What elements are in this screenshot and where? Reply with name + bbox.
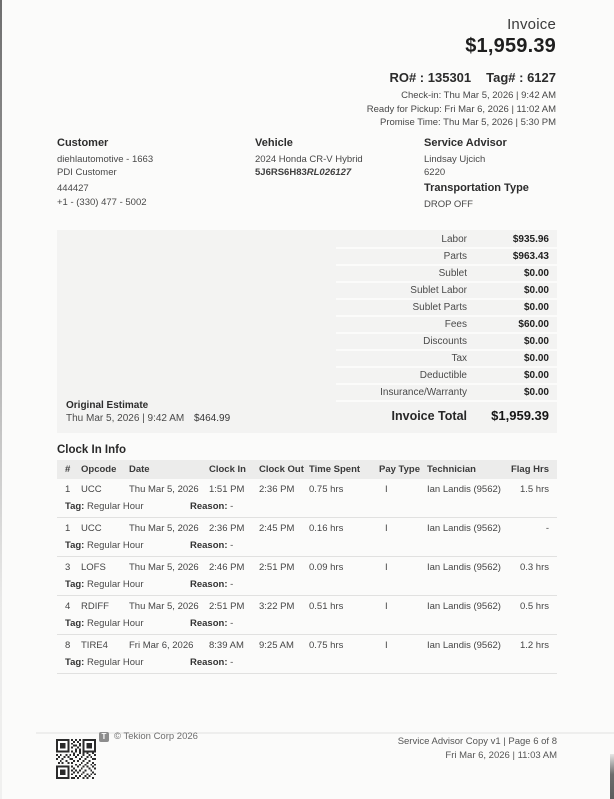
summary-row-label: Fees	[444, 319, 467, 330]
cell-num: 1	[65, 483, 71, 495]
summary-row-value: $0.00	[523, 302, 549, 313]
summary-row-value: $60.00	[518, 319, 549, 330]
summary-row	[336, 317, 557, 334]
reason-value: -	[230, 501, 234, 512]
cell-time-spent: 0.75 hrs	[309, 639, 344, 651]
cell-num: 1	[65, 522, 71, 534]
tekion-logo-icon: T	[99, 732, 109, 742]
invoice-total-row	[336, 404, 557, 427]
summary-row-value: $0.00	[523, 387, 549, 398]
cell-time-spent: 0.09 hrs	[309, 561, 344, 573]
document-type-label: Invoice	[507, 16, 556, 33]
cell-technician: Ian Landis (9562)	[427, 561, 501, 573]
reason-label: Reason:	[190, 501, 228, 512]
clock-record-main	[57, 479, 557, 499]
summary-row	[336, 368, 557, 385]
copyright-text: © Tekion Corp 2026	[114, 731, 198, 742]
summary-row	[336, 334, 557, 351]
reason-value: -	[230, 540, 234, 551]
cell-technician: Ian Landis (9562)	[427, 639, 501, 651]
summary-table-rows	[336, 232, 557, 402]
totals-summary-block	[57, 230, 557, 433]
tag-number: Tag# : 6127	[486, 70, 556, 85]
cell-pay-type: I	[385, 522, 388, 534]
cell-time-spent: 0.75 hrs	[309, 483, 344, 495]
copy-version-page: Service Advisor Copy v1 | Page 6 of 8	[397, 736, 557, 747]
scan-edge-artifact-right	[610, 754, 614, 799]
tag-value: Regular Hour	[87, 579, 144, 590]
clock-record-main	[57, 557, 557, 577]
summary-row-label: Sublet Labor	[410, 285, 467, 296]
summary-row-value: $0.00	[523, 268, 549, 279]
invoice-total-value: $1,959.39	[491, 408, 549, 423]
col-date: Date	[129, 464, 150, 475]
summary-row-label: Insurance/Warranty	[380, 387, 467, 398]
customer-type: PDI Customer	[57, 167, 117, 178]
ro-number: RO# : 135301	[389, 70, 472, 85]
summary-table	[336, 230, 557, 427]
ro-tag-line	[367, 70, 556, 85]
reason-label: Reason:	[190, 657, 228, 668]
vehicle-model: 2024 Honda CR-V Hybrid	[255, 154, 363, 165]
cell-flag-hrs: -	[545, 522, 549, 534]
vehicle-section	[255, 137, 415, 179]
customer-label: Customer	[57, 137, 109, 149]
cell-time-spent: 0.16 hrs	[309, 522, 344, 534]
clock-in-info-title: Clock In Info	[57, 444, 126, 456]
cell-technician: Ian Landis (9562)	[427, 600, 501, 612]
customer-section	[57, 137, 242, 209]
tag-label: Tag:	[65, 657, 85, 668]
clock-record	[57, 479, 557, 518]
cell-clock-in: 8:39 AM	[209, 639, 244, 651]
summary-row	[336, 300, 557, 317]
transportation-label: Transportation Type	[424, 182, 529, 194]
cell-pay-type: I	[385, 639, 388, 651]
cell-clock-out: 9:25 AM	[259, 639, 294, 651]
summary-row	[336, 249, 557, 266]
clock-table-header	[57, 460, 557, 479]
cell-opcode: RDIFF	[81, 600, 109, 612]
invoice-amount: $1,959.39	[465, 35, 556, 57]
col-technician: Technician	[427, 464, 476, 475]
cell-technician: Ian Landis (9562)	[427, 483, 501, 495]
scan-edge-artifact-left	[0, 0, 2, 799]
tag-label: Tag:	[65, 618, 85, 629]
print-datetime: Fri Mar 6, 2026 | 11:03 AM	[445, 749, 557, 761]
invoice-total-label: Invoice Total	[391, 408, 467, 423]
clock-record-tagline	[57, 616, 557, 631]
reason-value: -	[230, 618, 234, 629]
col-clock-out: Clock Out	[259, 464, 304, 475]
summary-row-label: Tax	[451, 353, 467, 364]
cell-clock-out: 2:45 PM	[259, 522, 295, 534]
reason-value: -	[230, 579, 234, 590]
col-pay-type: Pay Type	[379, 464, 421, 475]
reason-value: -	[230, 657, 234, 668]
service-advisor-section	[424, 137, 574, 179]
cell-date: Thu Mar 5, 2026	[129, 522, 199, 534]
cell-date: Fri Mar 6, 2026	[129, 639, 194, 651]
ro-meta	[367, 89, 556, 130]
clock-record-tagline	[57, 655, 557, 670]
cell-clock-out: 2:51 PM	[259, 561, 295, 573]
tag-label: Tag:	[65, 540, 85, 551]
cell-flag-hrs: 1.5 hrs	[519, 483, 549, 495]
summary-row	[336, 283, 557, 300]
col-num: #	[65, 464, 71, 475]
summary-row-value: $0.00	[523, 285, 549, 296]
clock-record-tagline	[57, 577, 557, 592]
cell-pay-type: I	[385, 561, 388, 573]
cell-num: 4	[65, 600, 71, 612]
col-time-spent: Time Spent	[309, 464, 361, 475]
col-clock-in: Clock In	[209, 464, 246, 475]
original-estimate-datetime: Thu Mar 5, 2026 | 9:42 AM	[66, 413, 185, 424]
summary-row	[336, 232, 557, 249]
reason-label: Reason:	[190, 579, 228, 590]
clock-record-main	[57, 596, 557, 616]
tag-value: Regular Hour	[87, 540, 144, 551]
check-in-time: Check-in: Thu Mar 5, 2026 | 9:42 AM	[401, 90, 556, 101]
cell-clock-out: 3:22 PM	[259, 600, 295, 612]
tag-value: Regular Hour	[87, 618, 144, 629]
original-estimate-amount: $464.99	[194, 413, 231, 424]
clock-in-table	[57, 460, 557, 674]
clock-table-body	[57, 479, 557, 674]
cell-date: Thu Mar 5, 2026	[129, 561, 199, 573]
summary-row-value: $0.00	[523, 336, 549, 347]
clock-record-tagline	[57, 538, 557, 553]
clock-record-main	[57, 635, 557, 655]
invoice-header	[367, 16, 556, 130]
reason-label: Reason:	[190, 618, 228, 629]
customer-id: 444427	[57, 183, 89, 194]
summary-row-value: $0.00	[523, 353, 549, 364]
summary-row-label: Sublet Parts	[412, 302, 467, 313]
original-estimate	[66, 400, 230, 424]
cell-opcode: UCC	[81, 483, 102, 495]
service-advisor-name: Lindsay Ujcich	[424, 154, 486, 165]
cell-pay-type: I	[385, 600, 388, 612]
reason-label: Reason:	[190, 540, 228, 551]
cell-opcode: UCC	[81, 522, 102, 534]
transportation-value: DROP OFF	[424, 199, 473, 210]
summary-row-label: Deductible	[419, 370, 467, 381]
cell-pay-type: I	[385, 483, 388, 495]
cell-clock-in: 2:36 PM	[209, 522, 245, 534]
cell-clock-in: 2:46 PM	[209, 561, 245, 573]
original-estimate-label: Original Estimate	[66, 400, 149, 411]
cell-date: Thu Mar 5, 2026	[129, 483, 199, 495]
cell-flag-hrs: 1.2 hrs	[519, 639, 549, 651]
summary-row-value: $0.00	[523, 370, 549, 381]
cell-clock-in: 1:51 PM	[209, 483, 245, 495]
ready-for-pickup-time: Ready for Pickup: Fri Mar 6, 2026 | 11:02 AM	[366, 103, 556, 115]
customer-phone: +1 - (330) 477 - 5002	[57, 197, 147, 208]
cell-flag-hrs: 0.3 hrs	[519, 561, 549, 573]
customer-name: diehlautomotive - 1663	[57, 154, 154, 165]
clock-record	[57, 596, 557, 635]
summary-row-label: Labor	[441, 234, 467, 245]
cell-num: 8	[65, 639, 71, 651]
summary-row	[336, 351, 557, 368]
vehicle-vin	[255, 166, 415, 179]
tekion-copyright	[99, 731, 198, 742]
qr-code	[56, 739, 96, 779]
clock-record-tagline	[57, 499, 557, 514]
summary-row-value: $935.96	[512, 234, 549, 245]
cell-time-spent: 0.51 hrs	[309, 600, 344, 612]
cell-technician: Ian Landis (9562)	[427, 522, 501, 534]
cell-num: 3	[65, 561, 71, 573]
col-flag-hrs: Flag Hrs	[510, 464, 549, 475]
tag-label: Tag:	[65, 579, 85, 590]
clock-record-main	[57, 518, 557, 538]
col-opcode: Opcode	[81, 464, 117, 475]
vin-suffix: RL026127	[306, 167, 352, 178]
service-advisor-id: 6220	[424, 167, 446, 178]
clock-record	[57, 518, 557, 557]
summary-row	[336, 266, 557, 283]
summary-row	[336, 385, 557, 402]
cell-flag-hrs: 0.5 hrs	[519, 600, 549, 612]
clock-record	[57, 557, 557, 596]
cell-clock-out: 2:36 PM	[259, 483, 295, 495]
transportation-section	[424, 182, 574, 211]
clock-record	[57, 635, 557, 674]
vin-prefix: 5J6RS6H83	[255, 167, 307, 178]
summary-row-label: Sublet	[438, 268, 467, 279]
cell-opcode: LOFS	[81, 561, 106, 573]
promise-time: Promise Time: Thu Mar 5, 2026 | 5:30 PM	[379, 117, 556, 128]
cell-opcode: TIRE4	[81, 639, 108, 651]
cell-clock-in: 2:51 PM	[209, 600, 245, 612]
tag-value: Regular Hour	[87, 501, 144, 512]
tag-label: Tag:	[65, 501, 85, 512]
summary-row-label: Discounts	[423, 336, 467, 347]
service-advisor-label: Service Advisor	[424, 137, 507, 149]
footer-page-info	[398, 735, 557, 762]
summary-row-label: Parts	[443, 251, 467, 262]
summary-row-value: $963.43	[512, 251, 549, 262]
cell-date: Thu Mar 5, 2026	[129, 600, 199, 612]
vehicle-label: Vehicle	[255, 137, 293, 149]
tag-value: Regular Hour	[87, 657, 144, 668]
